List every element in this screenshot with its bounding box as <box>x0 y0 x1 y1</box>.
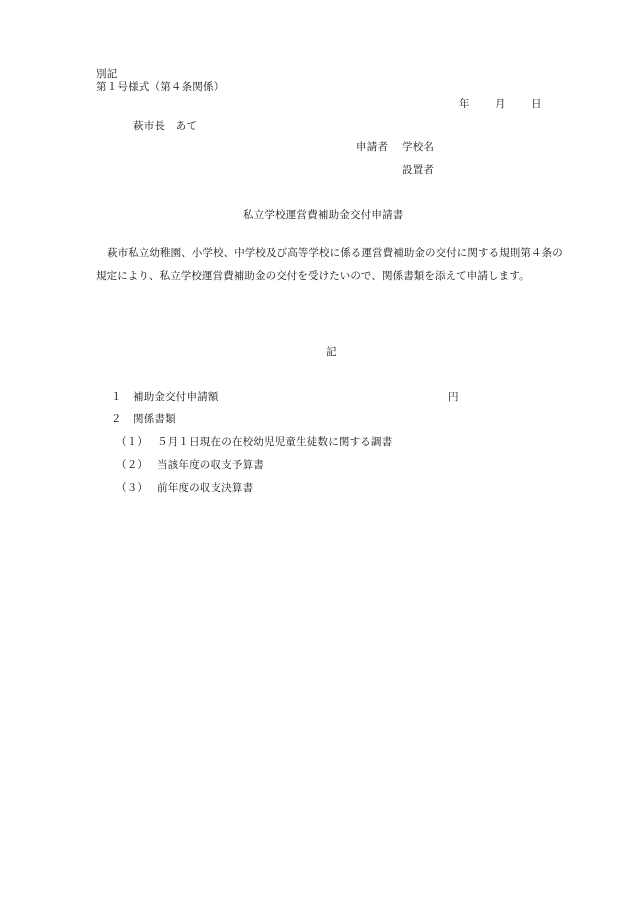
annex-label: 別記 <box>96 68 118 80</box>
date-month: 月 <box>495 98 506 110</box>
item1-number: １ <box>111 391 122 403</box>
date-day: 日 <box>531 98 542 110</box>
form-label: 第１号様式（第４条関係） <box>96 81 225 93</box>
addressee: 萩市長 あて <box>133 120 198 132</box>
item2-label: 関係書類 <box>133 413 176 425</box>
doc1-label: ５月１日現在の在校幼児児童生徒数に関する調書 <box>157 436 393 448</box>
doc2-label: 当該年度の収支予算書 <box>157 459 264 471</box>
document-title: 私立学校運営費補助金交付申請書 <box>243 209 404 221</box>
body-paragraph <box>96 242 572 288</box>
yen-unit: 円 <box>448 391 459 403</box>
ki-heading: 記 <box>326 346 337 358</box>
doc3-number: （３） <box>116 482 149 494</box>
item2-number: ２ <box>111 413 122 425</box>
body-text: 萩市私立幼稚園、小学校、中学校及び高等学校に係る運営費補助金の交付に関する規則第４条の規定により、私立学校運営費補助金の交付を受けたいので、関係書類を添えて申請します。 <box>96 247 563 282</box>
doc2-number: （２） <box>116 459 149 471</box>
item1-label: 補助金交付申請額 <box>133 391 219 403</box>
school-name-label: 学校名 <box>402 141 435 153</box>
founder-label: 設置者 <box>402 164 435 176</box>
date-year: 年 <box>459 98 470 110</box>
doc3-label: 前年度の収支決算書 <box>157 482 254 494</box>
applicant-label: 申請者 <box>356 141 389 153</box>
doc1-number: （１） <box>116 436 149 448</box>
